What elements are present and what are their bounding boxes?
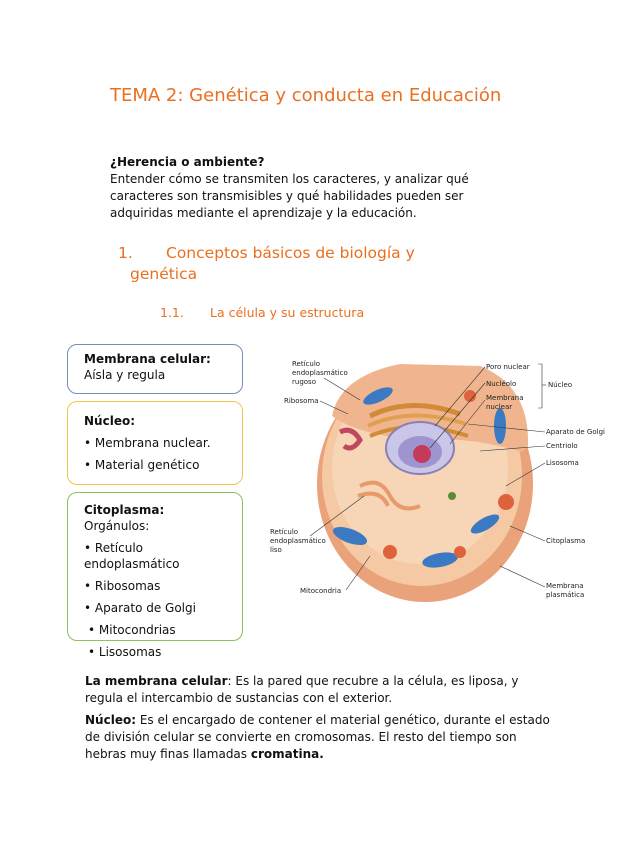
membrane-heading: Membrana celular:: [84, 352, 211, 366]
label-reticulo-liso: liso: [270, 546, 282, 554]
paragraph-membrane-text: : Es la pared que recubre a la célula, es liposa, y regula el intercambio de sustancias con el exterior.: [85, 674, 519, 705]
section-1-1-heading: [160, 305, 364, 320]
paragraph-membrane: [85, 673, 555, 707]
section-1-number: 1.: [118, 244, 133, 262]
cytoplasm-heading: Citoplasma:: [84, 503, 165, 517]
cytoplasm-suffix: Orgánulos:: [84, 519, 150, 533]
label-ribosoma: Ribosoma: [284, 397, 319, 405]
label-membrana-plasmatica: Membrana: [546, 582, 584, 590]
label-mitocondria: Mitocondria: [300, 587, 342, 595]
section-1-1-number: 1.1.: [160, 305, 184, 320]
cell-diagram: [270, 356, 615, 606]
membrane-text: Aísla y regula: [84, 368, 166, 382]
label-citoplasma: Citoplasma: [546, 537, 586, 545]
label-aparato-golgi: Aparato de Golgi: [546, 428, 605, 436]
label-membrana-nuclear: Membrana: [486, 394, 524, 402]
nucleus-box: [67, 401, 243, 485]
paragraph-membrane-bold: La membrana celular: [85, 674, 228, 688]
cytoplasm-item: • Mitocondrias: [88, 623, 176, 637]
label-nucleolo: Nucléolo: [486, 380, 517, 388]
paragraph-nucleus-bold-end: cromatina.: [250, 747, 324, 761]
paragraph-nucleus-bold: Núcleo:: [85, 713, 136, 727]
nucleus-heading: Núcleo:: [84, 414, 135, 428]
intro-text: Entender cómo se transmiten los caracteres, y analizar qué caracteres son transmisibles y qué habilidades pueden ser adquiridas mediante el aprendizaje y la educación.: [110, 172, 469, 220]
cytoplasm-item: • Aparato de Golgi: [84, 601, 196, 615]
label-reticulo-rugoso: endoplasmático: [292, 369, 348, 377]
label-nucleo: Núcleo: [548, 381, 573, 389]
label-reticulo-rugoso: rugoso: [292, 378, 316, 386]
label-reticulo-liso: Retículo: [270, 528, 299, 536]
label-membrana-plasmatica: plasmática: [546, 591, 585, 599]
section-1-title-line1: Conceptos básicos de biología y: [166, 244, 415, 262]
label-poro-nuclear: Poro nuclear: [486, 363, 530, 371]
nucleus-item: • Material genético: [84, 458, 200, 472]
label-centriolo: Centriolo: [546, 442, 578, 450]
paragraph-nucleus: [85, 712, 555, 763]
nucleus-item: • Membrana nuclear.: [84, 436, 211, 450]
cytoplasm-item: • Retículo endoplasmático: [84, 541, 180, 571]
label-reticulo-rugoso: Retículo: [292, 360, 321, 368]
label-lisosoma: Lisosoma: [546, 459, 579, 467]
intro-question: ¿Herencia o ambiente?: [110, 155, 265, 169]
section-1-heading: [118, 243, 518, 285]
page-title: TEMA 2: Genética y conducta en Educación: [110, 85, 502, 106]
label-membrana-nuclear: nuclear: [486, 403, 513, 411]
cytoplasm-item: • Lisosomas: [88, 645, 162, 659]
cytoplasm-box: [67, 492, 243, 659]
membrane-box: [67, 344, 243, 394]
section-1-title-line2: genética: [130, 265, 198, 283]
section-1-1-title: La célula y su estructura: [210, 305, 365, 320]
paragraph-nucleus-text: Es el encargado de contener el material genético, durante el estado de división celular se convierte en cromosomas. El resto del tiempo son hebras muy finas llamadas: [85, 713, 550, 761]
label-reticulo-liso: endoplasmático: [270, 537, 326, 545]
cytoplasm-item: • Ribosomas: [84, 579, 161, 593]
